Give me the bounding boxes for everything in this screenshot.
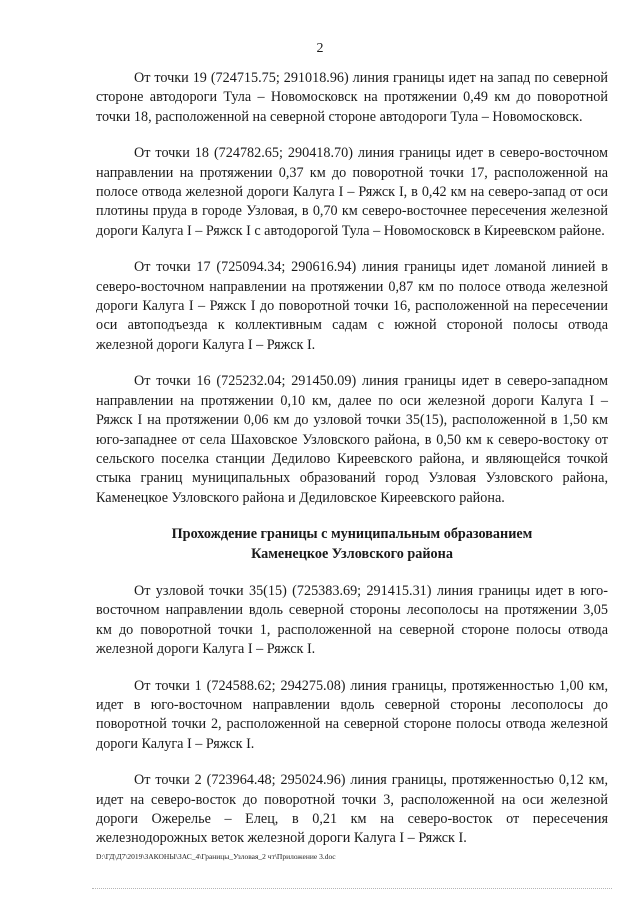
footer-dotted-rule (92, 888, 612, 889)
page-number: 2 (316, 41, 324, 56)
section-heading (96, 525, 608, 564)
paragraph-node-point-35: От узловой точки 35(15) (725383.69; 291415.31) линия границы идет в юго-восточном направлении вдоль северной стороны лесополосы на протяжении 3,05 км до поворотной точки 1, расположенной на северной стороне полосы отвода железной дороги Калуга I – Ряжск I. (96, 582, 608, 658)
paragraph-point-16: От точки 16 (725232.04; 291450.09) линия границы идет в северо-западном направлении на протяжении 0,10 км, далее по оси железной дороги Калуга I – Ряжск I на протяжении 0,06 км до узловой точки 35(15), расположенной в 1,50 км юго-западнее от села Шаховское Узловского района, в 0,50 км к северо-востоку от сельского поселка станции Дедилово Киреевского района, и являющейся точкой стыка границ муниципальных образований город Узловая Узловского района, Каменецкое Узловского района и Дедиловское Киреевского района. (96, 373, 608, 506)
paragraph-point-2: От точки 2 (723964.48; 295024.96) линия границы, протяженностью 0,12 км, идет на северо-восток до поворотной точки 3, расположенной на оси железной дороги Ожерелье – Елец, в 0,21 км на северо-восток от пересечения железнодорожных веток железной дороги Калуга I – Ряжск I. (96, 772, 608, 847)
paragraph-point-1: От точки 1 (724588.62; 294275.08) линия границы, протяженностью 1,00 км, идет в юго-восточном направлении вдоль северной стороны лесополосы до поворотной точки 2, расположенной на северной стороне полосы отвода железной дороги Калуга I – Ряжск I. (96, 677, 608, 752)
section-heading-line-1: Прохождение границы с муниципальным образованием (171, 526, 533, 543)
paragraph-point-18: От точки 18 (724782.65; 290418.70) линия границы идет в северо-восточном направлении на протяжении 0,37 км до поворотной точки 17, расположенной на полосе отвода железной дороги Калуга I – Ряжск I, в 0,42 км на северо-запад от оси плотины пруда в городе Узловая, в 0,70 км северо-восточнее пересечения железной дороги Калуга I – Ряжск I с автодорогой Тула – Новомосковск в Киреевском районе. (96, 145, 608, 239)
paragraph-point-19: От точки 19 (724715.75; 291018.96) линия границы идет на запад по северной стороне автодороги Тула – Новомосковск на протяжении 0,49 км до поворотной точки 18, расположенной на северной стороне автодороги Тула – Новомосковск. (96, 70, 608, 125)
footer-file-path: D:\ГД\Д7\2019\ЗАКОНЫ\ЗАС_4\Границы_Узловая_2 чт\Приложение 3.doc (96, 852, 336, 861)
document-body (96, 69, 608, 866)
paragraph-point-17: От точки 17 (725094.34; 290616.94) линия границы идет ломаной линией в северо-восточном направлении на протяжении 0,87 км по полосе отвода железной дороги Калуга I – Ряжск I до поворотной точки 16, расположенной на пересечении оси автоподъезда к коллективным садам с южной стороной полосы отвода железной дороги Калуга I – Ряжск I. (96, 259, 608, 353)
section-heading-line-2: Каменецкое Узловского района (251, 545, 453, 562)
